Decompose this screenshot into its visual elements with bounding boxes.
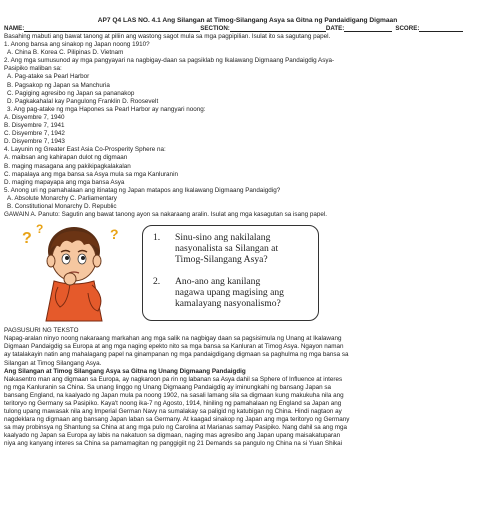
question-5-options-bd: B. Constitutional Monarchy D. Republic — [7, 202, 117, 210]
question-1: 1. Anong bansa ang sinakop ng Japan noong 1910? — [4, 41, 150, 49]
guide-question-2 — [153, 276, 284, 309]
body-line-1: Nakasentro man ang digmaan sa Europa, ay nagkaroon pa rin ng labanan sa Asya dahil sa Sphere of Influence at interes — [4, 375, 343, 383]
question-4-option-d: D. maging mapayapa ang mga bansa Asya — [4, 178, 125, 186]
question-3: 3. Ang pag-atake ng mga Hapones sa Pearl Harbor ay nangyari noong: — [7, 105, 206, 113]
worksheet-page — [0, 16, 495, 511]
guide-question-2-line-1: Ano-ano ang kanilang — [175, 276, 261, 288]
section-subheading: Ang Silangan at Timog Silangang Asya sa Gitna ng Unang Digmaang Pandaigdig — [4, 367, 246, 375]
question-4-option-a: A. maibsan ang kahirapan dulot ng digmaan — [4, 154, 128, 162]
intro-line-1: Napag-aralan ninyo noong nakaraang markahan ang mga salik na nagbigay daan sa pagsisimula ng Unang at Ikalawang — [4, 335, 342, 343]
body-line-5: tulong upang mawasak nila ang Imperial German Navy na sumalakay sa paligid ng katubigan ng China. Hindi nagtaon ay — [4, 408, 342, 416]
body-line-8: kaalyado ng Japan sa Europa ay labis na nakatuon sa digmaan, naging mas agresibo ang Japan upang maisakatuparan — [4, 432, 341, 440]
guide-question-1-number: 1. — [153, 232, 161, 244]
score-line — [419, 25, 463, 32]
date-line — [344, 25, 392, 32]
question-3-option-c: C. Disyembre 7, 1942 — [4, 130, 65, 138]
question-2-option-b: B. Pagsakop ng Japan sa Manchuria — [7, 81, 110, 89]
guide-questions-box — [142, 225, 319, 321]
quiz — [4, 41, 491, 211]
score-label: SCORE: — [395, 25, 420, 32]
date-label: DATE: — [325, 25, 345, 32]
worksheet-title: AP7 Q4 LAS NO. 4.1 Ang Silangan at Timog-Silangang Asya sa Gitna ng Pandaidigang Digmaan — [97, 17, 398, 24]
question-mark-icon: ? — [22, 230, 32, 248]
section-label: SECTION: — [200, 25, 230, 32]
question-3-option-d: D. Disyembre 7, 1943 — [4, 138, 65, 146]
body-line-2: ng mga Kanluranin sa China. Sa unang linggo ng Unang Digmaang Pandaigdig ay iminungkahi ng bansang Japan sa — [4, 383, 331, 391]
guide-question-1-line-1: Sinu-sino ang nakilalang — [175, 232, 271, 244]
body-line-3: bansang England, na kaalyado ng Japan mula pa noong 1902, na sasali lamang sila sa digmaan kung makukuha nila ang — [4, 391, 344, 399]
intro-line-4: Silangan at Timog Silangang Asya. — [4, 359, 102, 367]
guide-question-1-line-2: nasyonalista sa Silangan at — [175, 243, 279, 255]
intro-line-2: Digmaan Pandaigdig sa Europa at ang mga naging epekto nito sa mga bansa sa Kanluran at Timog Asya. Ngayon naman — [4, 343, 344, 351]
name-line — [24, 25, 200, 32]
guide-question-2-number: 2. — [153, 276, 161, 288]
svg-text:?: ? — [36, 222, 44, 237]
question-4: 4. Layunin ng Greater East Asia Co-Prosperity Sphere na: — [4, 146, 166, 154]
body-line-9: niya ang kanyang interes sa China sa pamamagitan ng panggigiit ng 21 Demands sa pangulo ng China na si Yuan Shikai — [4, 440, 343, 448]
svg-text:?: ? — [110, 226, 119, 243]
question-4-option-b: B. maging masagana ang pakikipagkalakalan — [4, 162, 131, 170]
text-analysis-section — [4, 327, 491, 448]
question-2-option-c: C. Pagiging agresibo ng Japan sa pananakop — [7, 89, 135, 97]
question-3-option-b: B. Disyembre 7, 1941 — [4, 122, 65, 130]
activity-illustration — [4, 221, 491, 325]
guide-question-1 — [153, 232, 278, 265]
body-line-7: sa may probinsya ng Shantung sa China at ang mga pulo ng Carolina at Marianas samay Pasipiko. Nang dahil sa ang mga — [4, 424, 348, 432]
name-label: NAME: — [4, 25, 25, 32]
question-4-option-c: C. mapalaya ang mga bansa sa Asya mula sa mga Kanluranin — [4, 170, 178, 178]
section-heading: PAGSUSURI NG TEKSTO — [4, 327, 79, 335]
gawain-instructions: GAWAIN A. Panuto: Sagutin ang bawat tanong ayon sa nakaraang aralin. Isulat ang mga kasagutan sa isang papel. — [4, 211, 327, 219]
thinking-boy-illustration — [14, 221, 134, 325]
instructions: Basahing mabuti ang bawat tanong at piliin ang wastong sagot mula sa mga pagpipilian. Isulat ito sa sagutang papel. — [4, 33, 331, 40]
question-2-option-a: A. Pag-atake sa Pearl Harbor — [7, 73, 90, 81]
guide-question-2-line-2: nagawa upang magising ang — [175, 287, 284, 299]
intro-line-3: ay tatalakayin natin ang mahalagang papel na ginampanan ng mga pandaigdigang digmaan sa paghulma ng mga bansa sa — [4, 351, 349, 359]
question-1-options: A. China B. Korea C. Pilipinas D. Vietnam — [7, 49, 124, 57]
guide-question-2-line-3: kamalayang nasyonalismo? — [175, 298, 281, 310]
question-2-cont: Pasipiko maliban sa: — [4, 65, 62, 73]
body-line-6: nagdeklara ng digmaan ang bansang Japan laban sa Germany. At kaagad sinakop ng Japan ang mga teritoryo ng Germany — [4, 416, 350, 424]
question-3-option-a: A. Disyembre 7, 1940 — [4, 113, 65, 121]
question-5: 5. Anong uri ng pamahalaan ang itinatag ng Japan matapos ang Ikalawang Digmaang Pandaigdig? — [4, 186, 281, 194]
question-5-options-ac: A. Absolute Monarchy C. Parliamentary — [7, 194, 117, 202]
guide-question-1-line-3: Timog-Silangang Asya? — [175, 254, 268, 266]
student-info-header — [4, 25, 491, 33]
section-line — [230, 25, 326, 32]
question-2-option-d: D. Pagkakahalal kay Pangulong Franklin D. Roosevelt — [7, 97, 159, 105]
question-2: 2. Ang mga sumusunod ay mga pangyayari na nagbigay-daan sa pagsiklab ng Ikalawang Digmaang Pandaigdig Asya- — [4, 57, 335, 65]
body-line-4: teritoryo ng Germany sa Pasipiko. Kaya't noong ika-7 ng Agosto, 1914, hiniling ng pamahalaan ng England sa Japan ang — [4, 400, 342, 407]
